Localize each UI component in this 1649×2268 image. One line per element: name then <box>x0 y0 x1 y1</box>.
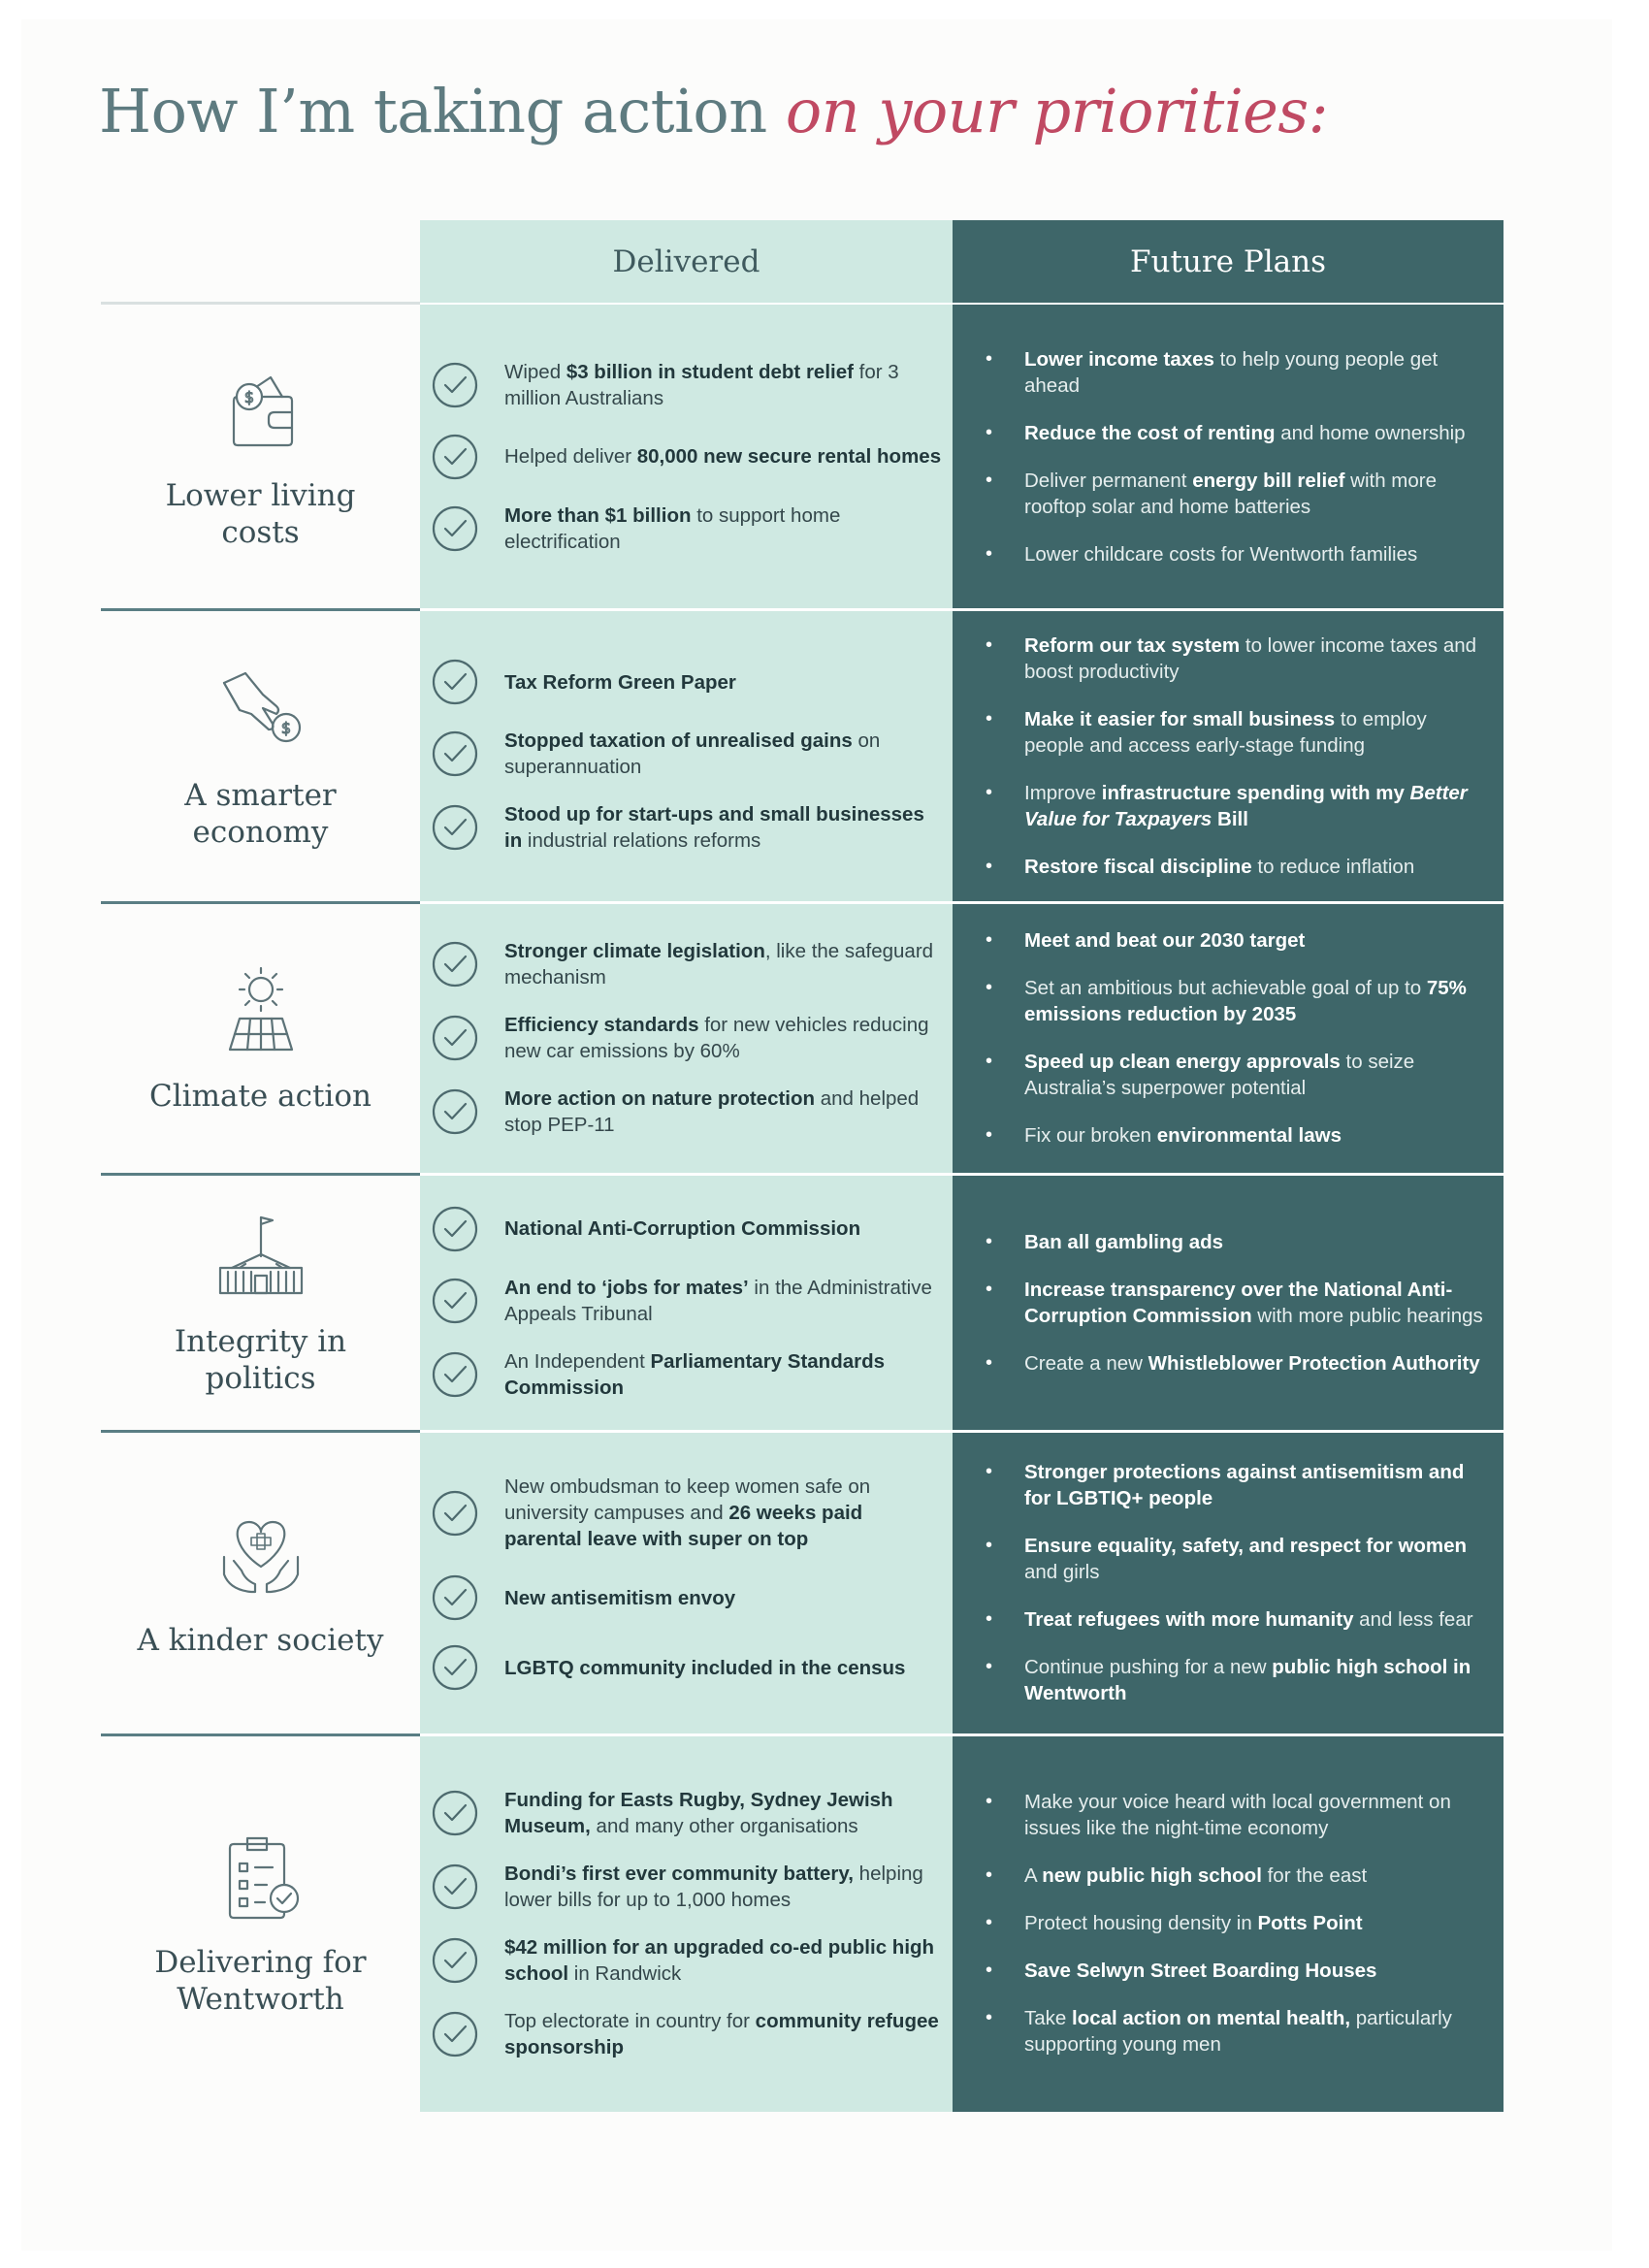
future-plan-text <box>1024 1049 1490 1101</box>
wallet-dollar-icon <box>212 362 309 464</box>
future-plan-item <box>986 780 1490 832</box>
text-segment: to support home electrification <box>504 503 841 553</box>
bullet-icon: • <box>986 781 993 803</box>
text-segment: on superannuation <box>504 729 881 778</box>
checkmark-circle-icon <box>431 504 479 553</box>
delivered-item-text <box>504 1275 945 1327</box>
text-segment: new public high school <box>1042 1864 1262 1887</box>
bullet-icon: • <box>986 469 993 491</box>
checkmark-circle-icon <box>431 433 479 481</box>
priority-row <box>101 1734 1504 2112</box>
category-cell <box>101 1734 420 2112</box>
text-segment: $3 billion in student debt relief <box>566 360 854 383</box>
text-segment: LGBTQ community included in the census <box>504 1656 906 1679</box>
future-plans-header: Future Plans <box>1129 244 1327 279</box>
text-segment: for new vehicles reducing new car emissions by 60% <box>504 1014 929 1062</box>
text-segment: Potts Point <box>1257 1912 1363 1934</box>
text-segment: Top electorate in country for <box>504 2009 756 2032</box>
hands-heart-icon <box>212 1507 309 1608</box>
future-plan-text <box>1024 1606 1473 1633</box>
delivered-item-text <box>504 502 945 555</box>
delivered-item-text <box>504 728 945 780</box>
checkmark-circle-icon <box>431 803 479 852</box>
delivered-item <box>431 359 945 411</box>
text-segment: for 3 million Australians <box>504 360 899 409</box>
text-segment: infrastructure spending with my <box>1101 781 1410 804</box>
text-segment: Set an ambitious but achievable goal of up to <box>1024 977 1427 999</box>
future-plan-text <box>1024 1654 1490 1706</box>
future-plan-text <box>1024 632 1490 685</box>
priority-row <box>101 1174 1504 1431</box>
future-plan-text <box>1024 1863 1367 1889</box>
delivered-list <box>431 304 945 609</box>
text-segment: Ensure equality, safety, and respect for women <box>1024 1535 1468 1557</box>
future-plans-list <box>986 1431 1490 1734</box>
sun-solar-panel-icon <box>212 962 309 1064</box>
delivered-item-text <box>504 669 736 696</box>
delivered-list <box>431 1431 945 1734</box>
text-segment: to employ people and access early-stage funding <box>1024 707 1427 757</box>
text-segment: with more rooftop solar and home batteries <box>1024 469 1437 518</box>
delivered-item-text <box>504 801 945 854</box>
category-label: A kinder society <box>137 1623 384 1658</box>
text-segment: and girls <box>1024 1561 1100 1583</box>
text-segment: Reform our tax system <box>1024 633 1241 657</box>
checkmark-circle-icon <box>431 1863 479 1911</box>
text-segment: Ban all gambling ads <box>1024 1230 1224 1253</box>
delivered-item-text <box>504 2008 945 2060</box>
text-segment: New ombudsman to keep women safe on university campuses and <box>504 1475 871 1524</box>
text-segment: Create a new <box>1024 1351 1148 1375</box>
text-segment: Make your voice heard with local government on issues like the night-time economy <box>1024 1791 1451 1839</box>
future-plan-text <box>1024 1277 1490 1329</box>
category-cell <box>101 1174 420 1431</box>
text-segment: to seize Australia’s superpower potential <box>1024 1051 1415 1099</box>
future-plan-item <box>986 1277 1490 1329</box>
delivered-item-text <box>504 1861 945 1913</box>
bullet-icon: • <box>986 1864 993 1886</box>
future-plan-item <box>986 2005 1490 2057</box>
checkmark-circle-icon <box>431 1789 479 1837</box>
delivered-item-text <box>504 1474 945 1552</box>
text-segment: and less fear <box>1353 1608 1473 1631</box>
text-segment: helping lower bills for up to 1,000 homes <box>504 1862 923 1911</box>
checkmark-circle-icon <box>431 1643 479 1692</box>
delivered-item <box>431 1348 945 1401</box>
delivered-item <box>431 1275 945 1327</box>
text-segment: with more public hearings <box>1251 1304 1483 1327</box>
text-segment: public high school in Wentworth <box>1024 1656 1471 1704</box>
future-plan-text <box>1024 1350 1480 1377</box>
bullet-icon: • <box>986 542 993 565</box>
text-segment: industrial relations reforms <box>522 829 761 852</box>
bullet-icon: • <box>986 707 993 729</box>
text-segment: community refugee sponsorship <box>504 2009 939 2058</box>
text-segment: in the Administrative Appeals Tribunal <box>504 1276 932 1325</box>
future-plan-text <box>1024 1533 1490 1585</box>
category-cell <box>101 1431 420 1734</box>
text-segment: Lower income taxes <box>1024 347 1214 371</box>
bullet-icon: • <box>986 1351 993 1374</box>
future-plan-item <box>986 541 1490 567</box>
delivered-item-text <box>504 1934 945 1987</box>
future-plans-list <box>986 609 1490 902</box>
bullet-icon: • <box>986 1960 993 1981</box>
future-plan-item <box>986 1122 1490 1149</box>
text-segment: Speed up clean energy approvals <box>1024 1051 1341 1073</box>
text-segment: Parliamentary Standards Commission <box>504 1349 886 1399</box>
text-segment: 26 weeks paid parental leave with super on top <box>504 1502 863 1550</box>
text-segment: Stopped taxation of unrealised gains <box>504 729 853 752</box>
future-plan-text <box>1024 346 1490 399</box>
text-segment: $42 million for an upgraded co-ed public high school <box>504 1935 935 1985</box>
future-plan-text <box>1024 420 1466 446</box>
text-segment: to help young people get ahead <box>1024 347 1439 397</box>
checkmark-circle-icon <box>431 1936 479 1985</box>
clipboard-checklist-icon <box>212 1829 309 1930</box>
future-plan-text <box>1024 975 1490 1027</box>
bullet-icon: • <box>986 855 993 877</box>
priority-row <box>101 902 1504 1174</box>
future-plan-item <box>986 468 1490 520</box>
text-segment: More action on nature protection <box>504 1087 816 1110</box>
delivered-item-text <box>504 443 941 470</box>
text-segment: Bill <box>1212 807 1248 830</box>
delivered-item <box>431 1861 945 1913</box>
bullet-icon: • <box>986 633 993 656</box>
future-plan-item <box>986 1533 1490 1585</box>
text-segment: Make it easier for small business <box>1024 707 1336 730</box>
delivered-item <box>431 1085 945 1138</box>
text-segment: New antisemitism envoy <box>504 1586 736 1609</box>
delivered-item <box>431 1012 945 1064</box>
text-segment: Stronger protections against antisemitism and for LGBTIQ+ people <box>1024 1461 1465 1509</box>
future-plans-list <box>986 1734 1490 2112</box>
future-plan-text <box>1024 1459 1490 1511</box>
priority-row <box>101 304 1504 609</box>
text-segment: Take <box>1024 2007 1072 2029</box>
checkmark-circle-icon <box>431 1087 479 1136</box>
delivered-item <box>431 502 945 555</box>
text-segment: Lower childcare costs for Wentworth families <box>1024 542 1418 566</box>
text-segment: Efficiency standards <box>504 1014 699 1036</box>
category-label: Integrity in politics <box>174 1324 347 1396</box>
future-plan-item <box>986 1863 1490 1889</box>
future-plan-item <box>986 1049 1490 1101</box>
bullet-icon: • <box>986 1278 993 1300</box>
text-segment: Meet and beat our 2030 target <box>1024 929 1306 952</box>
text-segment: environmental laws <box>1156 1124 1342 1147</box>
delivered-item-text <box>504 1655 905 1681</box>
bullet-icon: • <box>986 1461 993 1482</box>
category-label: Delivering for Wentworth <box>154 1945 367 2017</box>
delivered-header: Delivered <box>612 244 760 279</box>
delivered-item <box>431 2008 945 2060</box>
future-plan-item <box>986 632 1490 685</box>
future-plan-item <box>986 1654 1490 1706</box>
row-divider <box>101 302 420 305</box>
text-segment: Stronger climate legislation <box>504 940 765 962</box>
checkmark-circle-icon <box>431 1350 479 1399</box>
text-segment: 80,000 new secure rental homes <box>636 445 942 468</box>
text-segment: Whistleblower Protection Authority <box>1148 1351 1480 1375</box>
text-segment: for the east <box>1261 1864 1368 1887</box>
text-segment: particularly supporting young men <box>1024 2007 1452 2056</box>
text-segment: and many other organisations <box>590 1814 858 1837</box>
delivered-item-text <box>504 938 945 990</box>
future-plan-item <box>986 975 1490 1027</box>
priority-row <box>101 609 1504 902</box>
future-plan-text <box>1024 1789 1490 1841</box>
future-plan-text <box>1024 927 1305 954</box>
text-segment: to reduce inflation <box>1251 855 1415 878</box>
future-plan-text <box>1024 780 1490 832</box>
future-plan-item <box>986 927 1490 954</box>
delivered-item <box>431 938 945 990</box>
future-plan-text <box>1024 706 1490 759</box>
checkmark-circle-icon <box>431 940 479 988</box>
delivered-item <box>431 658 945 706</box>
text-segment: Helped deliver <box>504 445 637 468</box>
checkmark-circle-icon <box>431 1014 479 1062</box>
future-plans-list <box>986 1174 1490 1431</box>
future-plan-text <box>1024 468 1490 520</box>
delivered-list <box>431 609 945 902</box>
future-plan-text <box>1024 1122 1342 1149</box>
title-main: How I’m taking action <box>99 76 786 146</box>
parliament-house-icon <box>212 1208 309 1310</box>
text-segment: National Anti-Corruption Commission <box>504 1217 861 1240</box>
checkmark-circle-icon <box>431 658 479 706</box>
page-title <box>99 76 1328 146</box>
category-cell <box>101 304 420 609</box>
delivered-item <box>431 728 945 780</box>
bullet-icon: • <box>986 1051 993 1072</box>
bullet-icon: • <box>986 347 993 370</box>
future-plan-item <box>986 1606 1490 1633</box>
checkmark-circle-icon <box>431 1489 479 1538</box>
bullet-icon: • <box>986 1535 993 1556</box>
delivered-item <box>431 1205 945 1253</box>
future-plan-text <box>1024 1910 1363 1936</box>
text-segment: An end to ‘jobs for mates’ <box>504 1276 749 1299</box>
category-label: Lower living costs <box>165 478 356 550</box>
future-plan-text <box>1024 1229 1223 1255</box>
bullet-icon: • <box>986 2007 993 2028</box>
delivered-item <box>431 1573 945 1622</box>
text-segment: , like the safeguard mechanism <box>504 940 934 988</box>
bullet-icon: • <box>986 1124 993 1146</box>
text-segment: Continue pushing for a new <box>1024 1656 1273 1678</box>
priority-row <box>101 1431 1504 1734</box>
text-segment: Protect housing density in <box>1024 1912 1258 1934</box>
future-plan-text <box>1024 854 1414 880</box>
title-emphasis: on your priorities: <box>785 76 1329 146</box>
future-plan-item <box>986 1350 1490 1377</box>
delivered-item <box>431 433 945 481</box>
text-segment: Improve <box>1024 781 1102 804</box>
bullet-icon: • <box>986 1656 993 1677</box>
text-segment: local action on mental health, <box>1072 2007 1351 2029</box>
delivered-item-text <box>504 1348 945 1401</box>
future-plan-item <box>986 1229 1490 1255</box>
future-plan-text <box>1024 1958 1376 1984</box>
text-segment: and home ownership <box>1275 421 1466 444</box>
svg-text:$: $ <box>280 718 291 737</box>
bullet-icon: • <box>986 977 993 998</box>
delivered-item-text <box>504 1085 945 1138</box>
future-plan-item <box>986 346 1490 399</box>
delivered-item-text <box>504 1787 945 1839</box>
delivered-item <box>431 1787 945 1839</box>
text-segment: Restore fiscal discipline <box>1024 855 1252 878</box>
bullet-icon: • <box>986 421 993 443</box>
text-segment: A <box>1024 1864 1043 1887</box>
delivered-item-text <box>504 1012 945 1064</box>
text-segment: Reduce the cost of renting <box>1024 421 1276 444</box>
delivered-item <box>431 1934 945 1987</box>
hand-coin-icon <box>212 662 309 763</box>
text-segment: Tax Reform Green Paper <box>504 670 736 694</box>
delivered-item <box>431 801 945 854</box>
bullet-icon: • <box>986 1912 993 1933</box>
bullet-icon: • <box>986 1230 993 1252</box>
future-plans-list <box>986 902 1490 1174</box>
delivered-list <box>431 1174 945 1431</box>
checkmark-circle-icon <box>431 361 479 409</box>
delivered-item-text <box>504 359 945 411</box>
future-plan-item <box>986 420 1490 446</box>
future-plan-item <box>986 1459 1490 1511</box>
checkmark-circle-icon <box>431 1205 479 1253</box>
text-segment: in Randwick <box>568 1961 682 1985</box>
checkmark-circle-icon <box>431 1277 479 1325</box>
text-segment: Better Value for Taxpayers <box>1024 781 1468 830</box>
text-segment: Deliver permanent <box>1024 469 1193 492</box>
text-segment: energy bill relief <box>1192 469 1345 492</box>
category-label: A smarter economy <box>184 777 337 850</box>
future-plan-item <box>986 1958 1490 1984</box>
text-segment: Wiped <box>504 360 566 383</box>
text-segment: Save Selwyn Street Boarding Houses <box>1024 1960 1377 1982</box>
text-segment: and helped stop PEP-11 <box>504 1087 920 1136</box>
text-segment: Funding for Easts Rugby, Sydney Jewish Museum, <box>504 1788 893 1837</box>
future-plan-item <box>986 706 1490 759</box>
text-segment: An Independent <box>504 1349 651 1373</box>
svg-text:$: $ <box>243 388 254 406</box>
category-cell <box>101 902 420 1174</box>
text-segment: Increase transparency over the National Anti-Corruption Commission <box>1024 1278 1453 1327</box>
bullet-icon: • <box>986 1791 993 1812</box>
delivered-item <box>431 1643 945 1692</box>
delivered-list <box>431 1734 945 2112</box>
bullet-icon: • <box>986 1608 993 1630</box>
text-segment: More than $1 billion <box>504 503 692 527</box>
text-segment: Bondi’s first ever community battery, <box>504 1862 854 1885</box>
checkmark-circle-icon <box>431 2010 479 2058</box>
text-segment: 75% emissions reduction by 2035 <box>1024 977 1467 1025</box>
future-plan-text <box>1024 2005 1490 2057</box>
text-segment: to lower income taxes and boost productivity <box>1024 633 1477 683</box>
text-segment: Fix our broken <box>1024 1124 1157 1147</box>
delivered-list <box>431 902 945 1174</box>
bullet-icon: • <box>986 929 993 951</box>
future-plan-text <box>1024 541 1417 567</box>
delivered-item-text <box>504 1215 860 1242</box>
future-plan-item <box>986 1910 1490 1936</box>
delivered-item-text <box>504 1585 735 1611</box>
checkmark-circle-icon <box>431 1573 479 1622</box>
text-segment: Treat refugees with more humanity <box>1024 1608 1354 1631</box>
category-cell <box>101 609 420 902</box>
future-plan-item <box>986 854 1490 880</box>
category-label: Climate action <box>149 1078 372 1114</box>
text-segment: Stood up for start-ups and small businesses in <box>504 803 924 852</box>
checkmark-circle-icon <box>431 729 479 778</box>
future-plans-list <box>986 304 1490 609</box>
delivered-item <box>431 1474 945 1552</box>
future-plan-item <box>986 1789 1490 1841</box>
